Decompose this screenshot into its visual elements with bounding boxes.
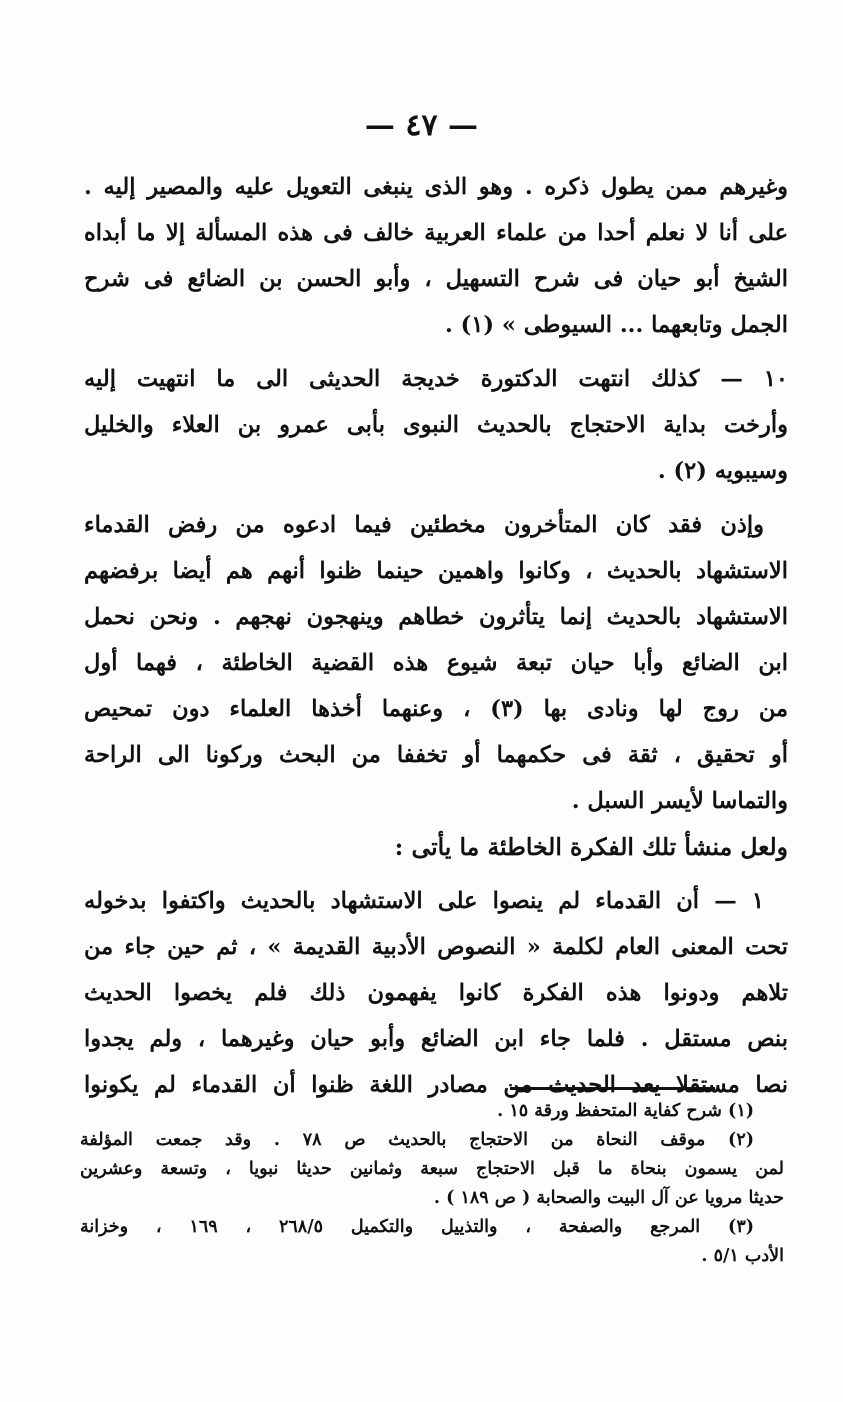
text-line: ١٠ — كذلك انتهت الدكتورة خديجة الحديثى الى ما انتهيت إليه — [84, 366, 788, 392]
footnote-divider — [510, 1087, 715, 1090]
text-line: الاستشهاد بالحديث ، وكانوا واهمين حينما ظنوا أنهم هم أيضا برفضهم — [84, 558, 788, 584]
text-line: والتماسا لأيسر السبل . — [571, 788, 788, 814]
text-line: من روج لها ونادى بها (٣) ، وعنهما أخذها العلماء دون تمحيص — [84, 696, 788, 722]
paragraph-2 — [84, 356, 788, 494]
section-heading: ولعل منشأ تلك الفكرة الخاطئة ما يأتى : — [394, 833, 788, 861]
text-line: الشيخ أبو حيان فى شرح التسهيل ، وأبو الحسن بن الضائع فى شرح — [84, 266, 788, 292]
footnote-line: حديثا مرويا عن آل البيت والصحابة ( ص ١٨٩ ) . — [433, 1188, 784, 1208]
text-line: على أنا لا نعلم أحدا من علماء العربية خالف فى هذه المسألة إلا ما أبداه — [84, 220, 788, 246]
text-line: وأرخت بداية الاحتجاج بالحديث النبوى بأبى عمرو بن العلاء والخليل — [84, 412, 788, 438]
body-text — [84, 164, 788, 1108]
footnote-line: (١) شرح كفاية المتحفظ ورقة ١٥ . — [497, 1101, 754, 1121]
footnote-line: (٣) المرجع والصفحة ، والتذييل والتكميل ٢٦٨/٥ ، ١٦٩ ، وخزانة — [80, 1217, 754, 1237]
footnotes — [80, 1097, 784, 1271]
footnote-1 — [80, 1097, 784, 1126]
paragraph-1 — [84, 164, 788, 348]
text-line: وإذن فقد كان المتأخرون مخطئين فيما ادعوه من رفض القدماء — [84, 512, 764, 538]
text-line: ١ — أن القدماء لم ينصوا على الاستشهاد بالحديث واكتفوا بدخوله — [84, 888, 764, 914]
footnote-2 — [80, 1126, 784, 1213]
text-line: وسيبويه (٢) . — [657, 458, 788, 484]
text-line: وغيرهم ممن يطول ذكره . وهو الذى ينبغى التعويل عليه والمصير إليه . — [84, 174, 788, 200]
footnote-line: (٢) موقف النحاة من الاحتجاج بالحديث ص ٧٨ . وقد جمعت المؤلفة — [80, 1130, 754, 1150]
footnote-line: لمن يسمون بنحاة ما قبل الاحتجاج سبعة وثمانين حديثا نبويا ، وتسعة وعشرين — [80, 1159, 784, 1179]
footnote-3 — [80, 1213, 784, 1271]
text-line: تلاهم ودونوا هذه الفكرة كانوا يفهمون ذلك فلم يخصوا الحديث — [84, 980, 788, 1006]
text-line: تحت المعنى العام لكلمة « النصوص الأدبية القديمة » ، ثم حين جاء من — [84, 934, 788, 960]
text-line: ابن الضائع وأبا حيان تبعة شيوع هذه القضية الخاطئة ، فهما أول — [84, 650, 788, 676]
paragraph-4 — [84, 878, 788, 1108]
page-number: — ٤٧ — — [364, 108, 479, 143]
text-line: أو تحقيق ، ثقة فى حكمهما أو تخففا من البحث وركونا الى الراحة — [84, 742, 788, 768]
text-line: بنص مستقل . فلما جاء ابن الضائع وأبو حيان وغيرهما ، ولم يجدوا — [84, 1026, 788, 1052]
text-line: نصا مستقلا يعد الحديث من مصادر اللغة ظنوا أن القدماء لم يكونوا — [84, 1072, 788, 1098]
text-line: الجمل وتابعهما ... السيوطى » (١) . — [444, 312, 788, 338]
text-line: الاستشهاد بالحديث إنما يتأثرون خطاهم وينهجون نهجهم . ونحن نحمل — [84, 604, 788, 630]
paragraph-3 — [84, 502, 788, 824]
footnote-line: الأدب ٥/١ . — [701, 1246, 784, 1266]
